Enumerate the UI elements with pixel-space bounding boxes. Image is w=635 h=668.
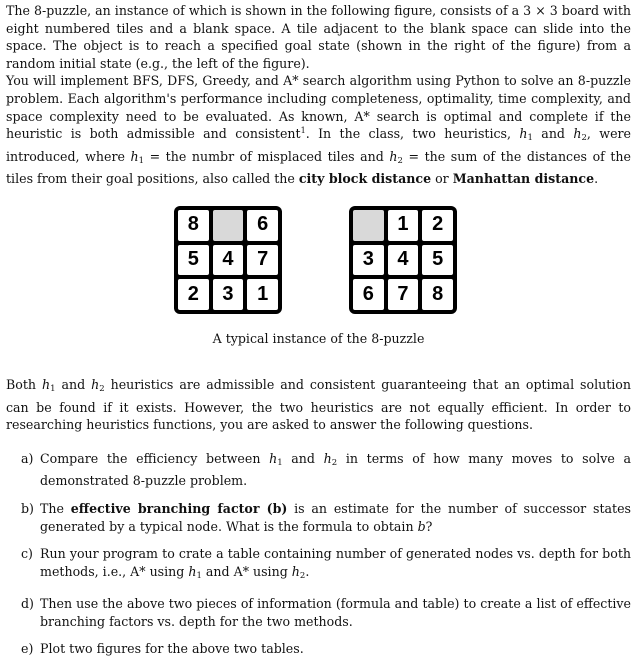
city-block-term: city block distance <box>298 171 432 187</box>
question-text: Compare the efficiency between $h_1$ and $h_2$ in terms of how many moves to solve a demonstrated 8-puzzle problem. <box>40 450 631 489</box>
effective-branching-factor-term: effective branching factor (b) <box>70 500 288 516</box>
question-item-b <box>6 500 631 535</box>
h1-symbol: $h_1$ <box>188 563 202 581</box>
question-item-a <box>6 450 631 490</box>
question-item-c <box>6 545 631 585</box>
figure-caption: A typical instance of the 8-puzzle <box>212 330 425 346</box>
question-letter: c) <box>21 546 33 562</box>
footnote-marker: 1 <box>300 125 306 135</box>
puzzle-tile: 6 <box>247 210 278 241</box>
p2-text-c: and <box>532 126 574 142</box>
puzzle-tile: 2 <box>178 279 209 310</box>
p3-text-c: heuristics are admissible and consistent guaranteeing that an optimal solution can be found if it exists. However, the two heuristics are not equally efficient. In order to researching heuristics functions, you are asked to answer the following questions. <box>6 376 632 433</box>
question-text: The effective branching factor (b) is an estimate for the number of successor states generated by a typical node. What is the formula to obtain b? <box>40 500 631 534</box>
intro-paragraph-2 <box>6 72 631 188</box>
h2-symbol: $h_2$ <box>573 126 587 144</box>
puzzle-tile: 7 <box>388 279 419 310</box>
p2-text-h: . <box>594 171 599 187</box>
goal-state-board <box>349 206 457 314</box>
question-letter: b) <box>21 500 34 516</box>
initial-state-board <box>174 206 282 314</box>
puzzle-tile: 8 <box>178 210 209 241</box>
puzzle-tile: 1 <box>388 210 419 241</box>
h2-symbol: $h_2$ <box>323 450 338 468</box>
puzzle-tile: 3 <box>353 245 384 276</box>
h1-symbol: $h_1$ <box>269 450 283 468</box>
question-text: Then use the above two pieces of information (formula and table) to create a list of effective branching factors vs. depth for the two methods. <box>40 596 631 629</box>
h1-symbol: $h_1$ <box>519 126 533 144</box>
h1-symbol: $h_1$ <box>41 376 56 394</box>
question-list <box>6 450 631 658</box>
question-item-d <box>6 595 631 630</box>
p3-text-a: Both <box>6 376 42 392</box>
puzzle-tile: 4 <box>388 245 419 276</box>
puzzle-tile: 6 <box>353 279 384 310</box>
document-page <box>6 0 631 668</box>
question-letter: d) <box>21 596 34 612</box>
intro-paragraph-1: The 8-puzzle, an instance of which is shown in the following figure, consists of a 3 × 3 board with eight numbered tiles and a blank space. A tile adjacent to the blank space can slide into the space. The object is to reach a specified goal state (shown in the right of the figure) from a random initial state (e.g., the left of the figure). <box>6 3 631 71</box>
heuristics-paragraph <box>6 376 631 434</box>
puzzle-tile: 7 <box>247 245 278 276</box>
blank-tile <box>353 210 384 241</box>
puzzle-figure <box>6 188 631 376</box>
p2-text-d: , were introduced, where <box>6 126 632 164</box>
question-letter: e) <box>21 641 34 657</box>
p2-text-e: = the numbr of misplaced tiles and <box>144 148 390 164</box>
p2-text-b: . In the class, two heuristics, <box>305 126 520 142</box>
puzzle-tile: 5 <box>178 245 209 276</box>
question-letter: a) <box>21 450 34 466</box>
puzzle-tile: 2 <box>422 210 453 241</box>
h2-symbol: $h_2$ <box>91 376 105 394</box>
b-symbol: b <box>417 518 426 534</box>
manhattan-term: Manhattan distance <box>452 171 595 187</box>
h2-symbol: $h_2$ <box>291 563 306 581</box>
puzzle-tile: 3 <box>213 279 244 310</box>
p2-text-g: or <box>431 171 453 187</box>
question-text: Plot two figures for the above two tables. <box>40 641 304 657</box>
h2-symbol: $h_2$ <box>389 148 403 166</box>
question-item-e <box>6 640 631 658</box>
puzzle-tile: 1 <box>247 279 278 310</box>
puzzle-tile: 4 <box>213 245 244 276</box>
question-text: Run your program to crate a table containing number of generated nodes vs. depth for both methods, i.e., A* using $h_1$ and A* using $h_2$. <box>40 546 631 581</box>
p3-text-b: and <box>55 376 92 392</box>
blank-tile <box>213 210 244 241</box>
p2-text-a: You will implement BFS, DFS, Greedy, and A* search algorithm using Python to solve an 8-puzzle problem. Each algorithm's performance including completeness, optimality, time complexity, and space complexity need to be evaluated. As known, A* search is optimal and complete if the heuristic is both admissible and consistent <box>6 73 631 142</box>
puzzle-tile: 5 <box>422 245 453 276</box>
p2-text-f: = the sum of the distances of the tiles from their goal positions, also called the <box>6 148 631 187</box>
h1-symbol: $h_1$ <box>130 148 145 166</box>
puzzle-tile: 8 <box>422 279 453 310</box>
